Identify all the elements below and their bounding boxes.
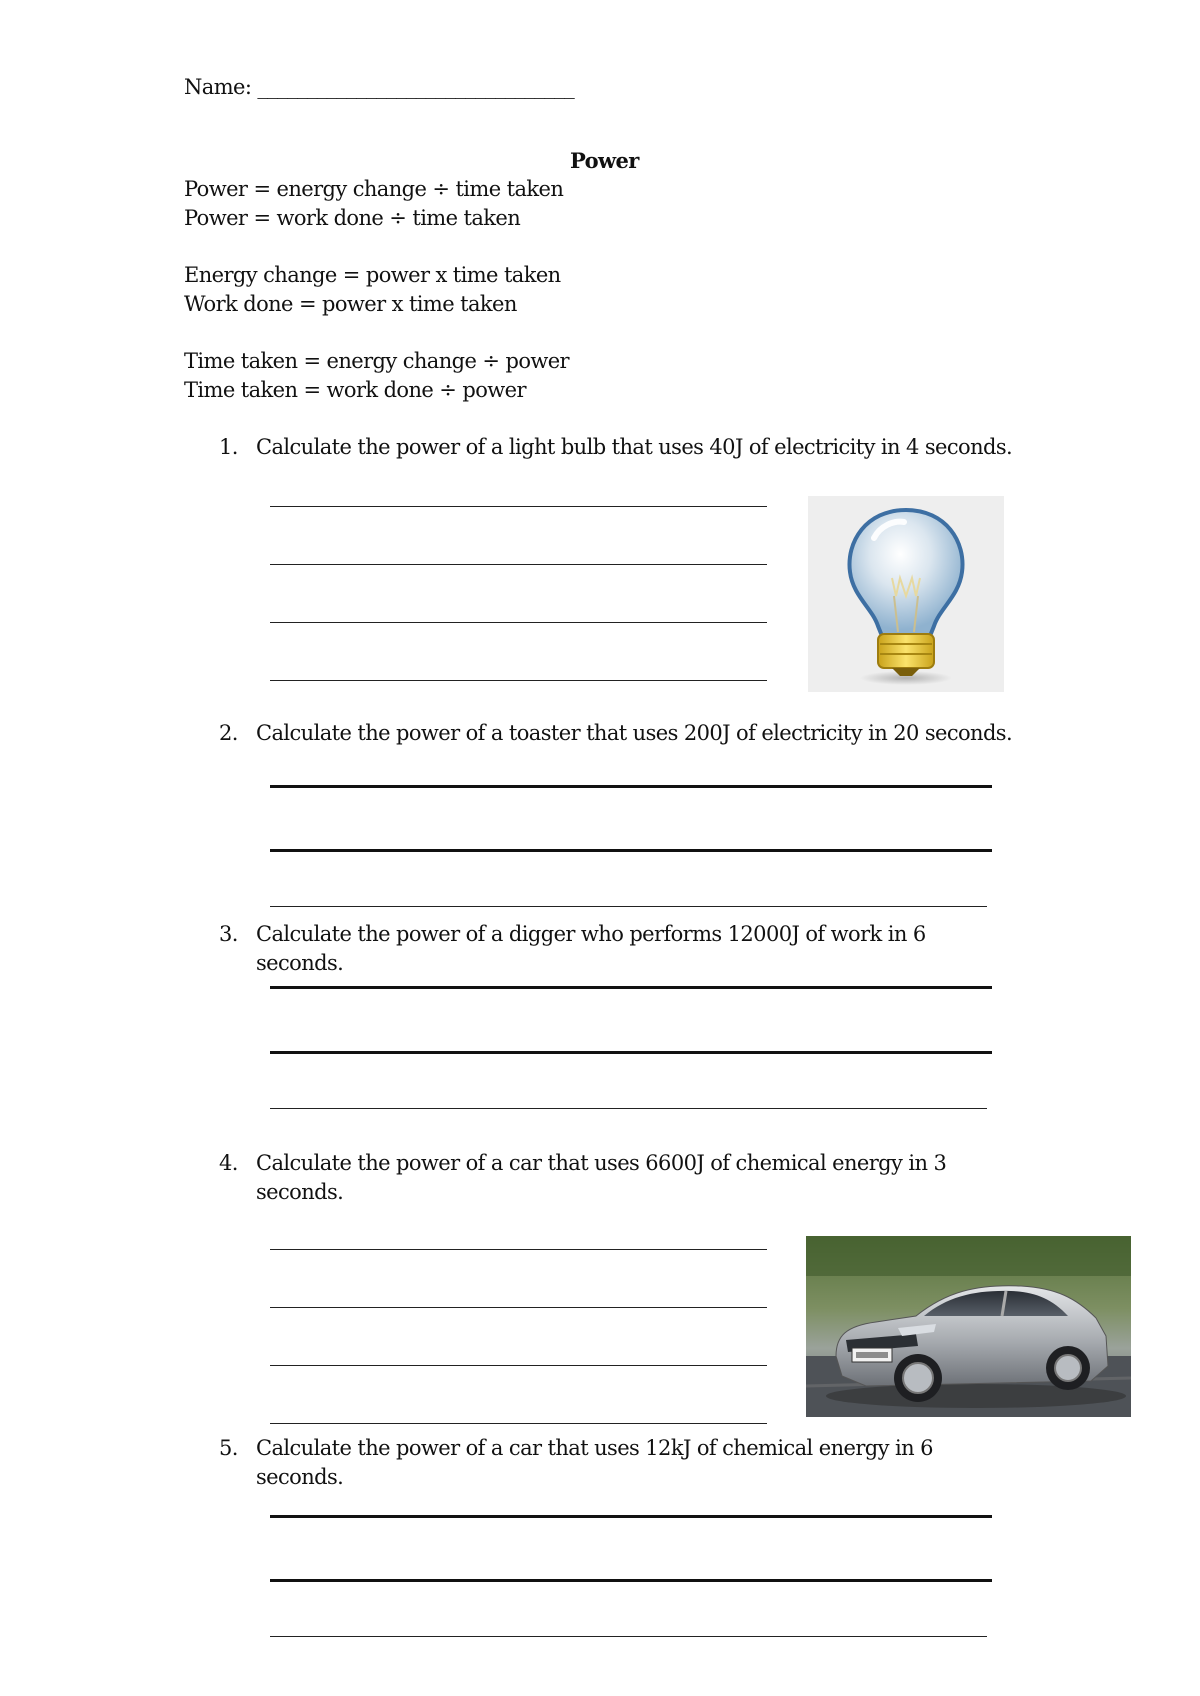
question-1-text: Calculate the power of a light bulb that uses 40J of electricity in 4 seconds. bbox=[256, 435, 1013, 459]
answer-line-2a[interactable] bbox=[270, 785, 992, 788]
formula-time-energy: Time taken = energy change ÷ power bbox=[184, 349, 569, 373]
answer-line-2b[interactable] bbox=[270, 849, 992, 852]
question-5-number: 5. bbox=[219, 1436, 238, 1460]
answer-line-3a[interactable] bbox=[270, 986, 992, 989]
formula-work-done: Work done = power x time taken bbox=[184, 292, 517, 316]
answer-line-5b[interactable] bbox=[270, 1579, 992, 1582]
answer-line-1d[interactable] bbox=[270, 680, 767, 681]
name-label: Name: ________________________________ bbox=[184, 75, 575, 99]
answer-line-4b[interactable] bbox=[270, 1307, 767, 1308]
answer-line-1b[interactable] bbox=[270, 564, 767, 565]
light-bulb-icon bbox=[808, 496, 1004, 692]
light-bulb-image bbox=[808, 496, 1004, 692]
answer-line-2c[interactable] bbox=[270, 906, 987, 907]
question-3-text-line1: Calculate the power of a digger who performs 12000J of work in 6 bbox=[256, 922, 926, 946]
formula-power-energy: Power = energy change ÷ time taken bbox=[184, 177, 564, 201]
question-2-text: Calculate the power of a toaster that uses 200J of electricity in 20 seconds. bbox=[256, 721, 1013, 745]
question-4-number: 4. bbox=[219, 1151, 238, 1175]
question-4-text-line2: seconds. bbox=[256, 1180, 344, 1204]
question-3-number: 3. bbox=[219, 922, 238, 946]
formula-energy-change: Energy change = power x time taken bbox=[184, 263, 561, 287]
answer-line-3c[interactable] bbox=[270, 1108, 987, 1109]
answer-line-5a[interactable] bbox=[270, 1515, 992, 1518]
question-3-text-line2: seconds. bbox=[256, 951, 344, 975]
question-1-number: 1. bbox=[219, 435, 238, 459]
page-title: Power bbox=[570, 148, 639, 173]
answer-line-5c[interactable] bbox=[270, 1636, 987, 1637]
answer-line-4c[interactable] bbox=[270, 1365, 767, 1366]
question-5-text-line2: seconds. bbox=[256, 1465, 344, 1489]
answer-line-1a[interactable] bbox=[270, 506, 767, 507]
answer-line-3b[interactable] bbox=[270, 1051, 992, 1054]
car-photo bbox=[806, 1236, 1131, 1417]
answer-line-4a[interactable] bbox=[270, 1249, 767, 1250]
formula-time-work: Time taken = work done ÷ power bbox=[184, 378, 526, 402]
formula-power-work: Power = work done ÷ time taken bbox=[184, 206, 521, 230]
question-4-text-line1: Calculate the power of a car that uses 6600J of chemical energy in 3 bbox=[256, 1151, 947, 1175]
car-image bbox=[806, 1236, 1131, 1417]
answer-line-4d[interactable] bbox=[270, 1423, 767, 1424]
question-2-number: 2. bbox=[219, 721, 238, 745]
answer-line-1c[interactable] bbox=[270, 622, 767, 623]
question-5-text-line1: Calculate the power of a car that uses 12kJ of chemical energy in 6 bbox=[256, 1436, 933, 1460]
